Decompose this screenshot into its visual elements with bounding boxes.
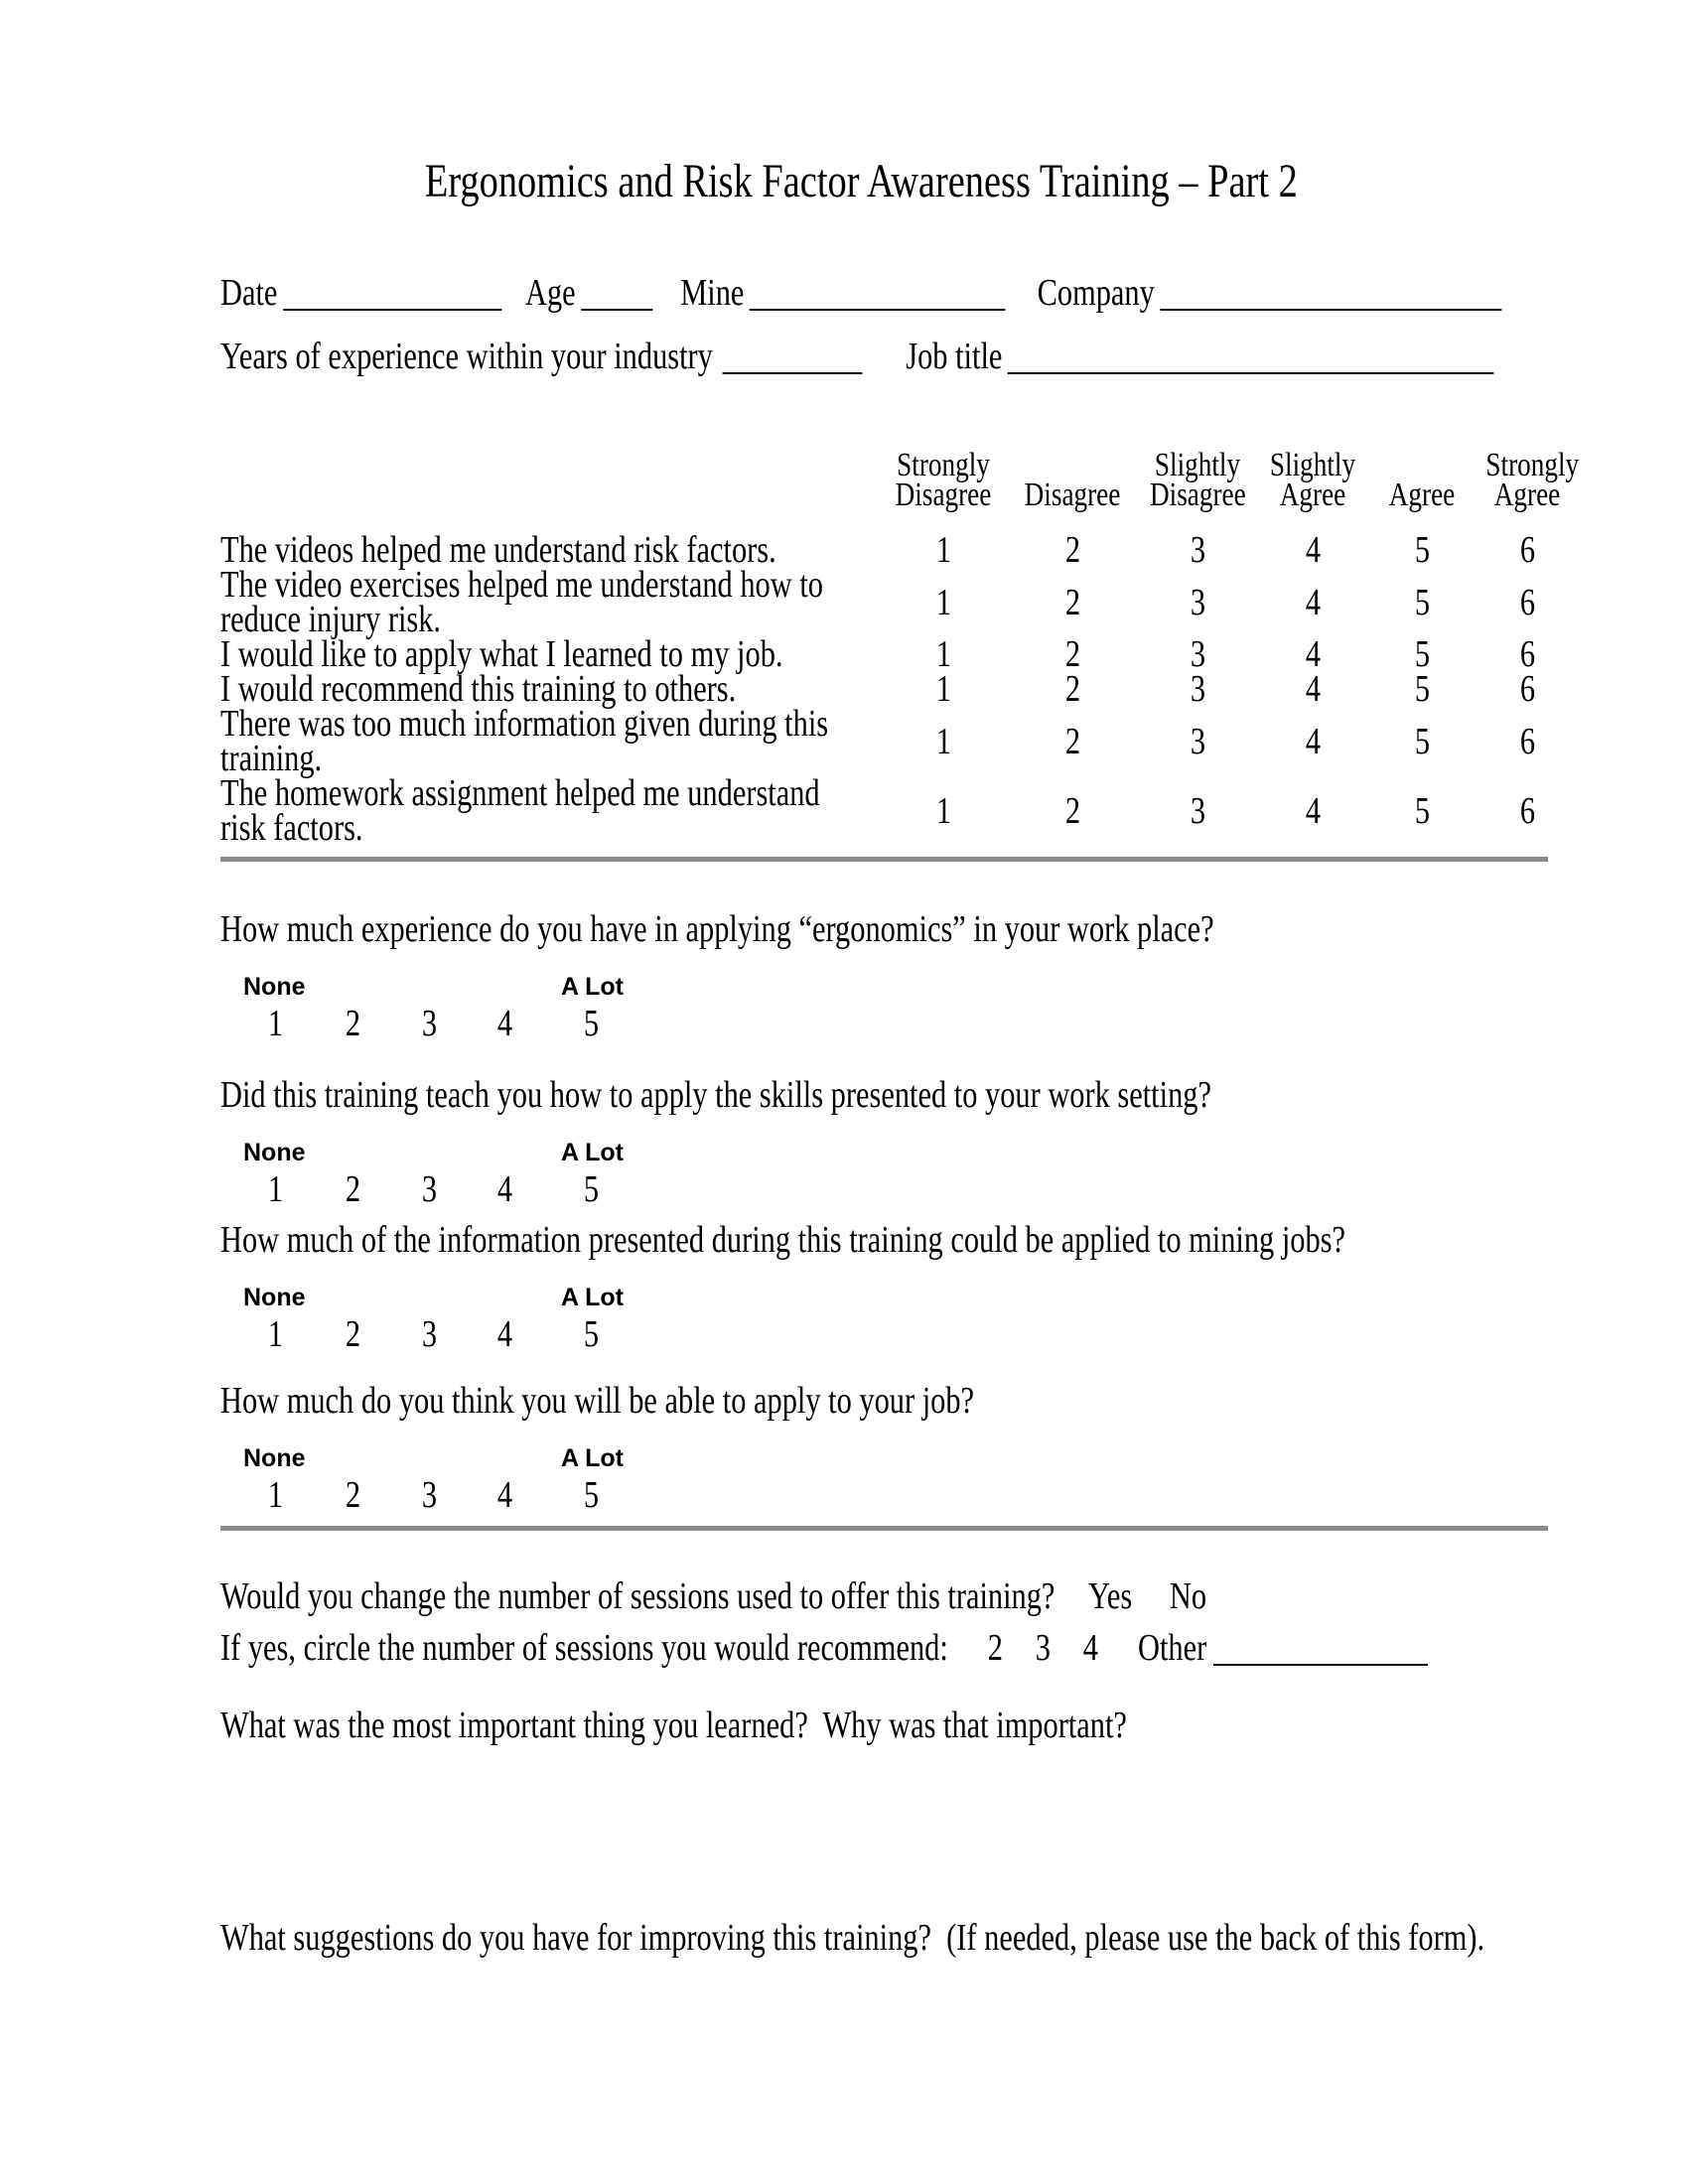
rating-option-3[interactable]: 3 — [1190, 668, 1205, 710]
scale-question-applied-mining — [220, 1220, 1551, 1359]
rating-option-5[interactable]: 5 — [1414, 720, 1430, 762]
rating-option-1[interactable]: 1 — [935, 668, 951, 710]
none-label: None — [243, 1284, 306, 1311]
scale-option-2[interactable]: 2 — [345, 1313, 360, 1355]
rating-option-4[interactable]: 4 — [1305, 633, 1321, 675]
likert-header-disagree: Disagree — [1024, 477, 1121, 513]
a-lot-label: A Lot — [561, 973, 624, 1001]
mine-label: Mine — [680, 272, 745, 314]
a-lot-label: A Lot — [561, 1139, 624, 1166]
rating-option-2[interactable]: 2 — [1064, 789, 1080, 832]
rating-option-1[interactable]: 1 — [935, 720, 951, 762]
statement-video-exercises: The video exercises helped me understand how to reduce injury risk. — [220, 564, 823, 640]
scale-option-5[interactable]: 5 — [583, 1168, 599, 1210]
statement-apply-learned: I would like to apply what I learned to my job. — [220, 633, 783, 675]
table-row — [220, 568, 1579, 637]
likert-header-agree: Agree — [1388, 477, 1456, 513]
rating-option-4[interactable]: 4 — [1305, 668, 1321, 710]
scale-question-experience — [220, 909, 1551, 1048]
scale-question-text: How much of the information presented during this training could be applied to mining jobs? — [220, 1219, 1346, 1261]
none-label: None — [243, 1139, 306, 1166]
rating-option-1[interactable]: 1 — [935, 529, 951, 571]
rating-option-5[interactable]: 5 — [1414, 529, 1430, 571]
date-label: Date — [220, 272, 278, 314]
scale-option-1[interactable]: 1 — [267, 1003, 283, 1044]
rating-option-2[interactable]: 2 — [1064, 633, 1080, 675]
rating-option-2[interactable]: 2 — [1064, 720, 1080, 762]
sessions-recommend-row — [220, 1626, 1428, 1670]
sessions-option-4[interactable]: 4 — [1082, 1627, 1098, 1669]
scale-question-text: How much experience do you have in applying “ergonomics” in your work place? — [220, 908, 1214, 950]
likert-header-strongly-agree: Strongly Agree — [1485, 447, 1580, 513]
open-question-suggestions: What suggestions do you have for improving this training? (If needed, please use the back of this form). — [220, 1917, 1485, 1959]
rating-option-5[interactable]: 5 — [1414, 633, 1430, 675]
scale-option-1[interactable]: 1 — [267, 1313, 283, 1355]
rating-option-4[interactable]: 4 — [1305, 720, 1321, 762]
a-lot-label: A Lot — [561, 1444, 624, 1472]
header-fields-row-2 — [220, 335, 1494, 378]
scale-option-2[interactable]: 2 — [345, 1168, 360, 1210]
scale-option-3[interactable]: 3 — [421, 1003, 437, 1044]
likert-header-slightly-agree: Slightly Agree — [1269, 447, 1356, 513]
scale-question-apply-job — [220, 1381, 1551, 1520]
rating-option-2[interactable]: 2 — [1064, 581, 1080, 623]
open-question-most-important: What was the most important thing you learned? Why was that important? — [220, 1705, 1127, 1746]
table-row — [220, 707, 1579, 776]
scale-option-5[interactable]: 5 — [583, 1474, 599, 1516]
rating-option-1[interactable]: 1 — [935, 581, 951, 623]
other-label: Other — [1138, 1627, 1207, 1669]
rating-option-5[interactable]: 5 — [1414, 789, 1430, 832]
rating-option-6[interactable]: 6 — [1519, 529, 1535, 571]
company-label: Company — [1037, 272, 1155, 314]
job-title-label: Job title — [906, 336, 1003, 377]
rating-option-4[interactable]: 4 — [1305, 581, 1321, 623]
scale-option-4[interactable]: 4 — [496, 1313, 512, 1355]
scale-option-5[interactable]: 5 — [583, 1313, 599, 1355]
company-input-line[interactable] — [1160, 307, 1501, 311]
rating-option-6[interactable]: 6 — [1519, 789, 1535, 832]
scale-option-3[interactable]: 3 — [421, 1313, 437, 1355]
scale-option-1[interactable]: 1 — [267, 1474, 283, 1516]
scale-option-4[interactable]: 4 — [496, 1003, 512, 1044]
scale-option-2[interactable]: 2 — [345, 1003, 360, 1044]
sessions-option-3[interactable]: 3 — [1035, 1627, 1051, 1669]
page-title-text: Ergonomics and Risk Factor Awareness Training – Part 2 — [424, 155, 1298, 207]
none-label: None — [243, 1444, 306, 1472]
years-experience-label: Years of experience within your industry — [220, 336, 713, 377]
header-fields-row-1 — [220, 271, 1501, 315]
rating-option-4[interactable]: 4 — [1305, 529, 1321, 571]
rating-option-4[interactable]: 4 — [1305, 789, 1321, 832]
statement-recommend: I would recommend this training to others. — [220, 668, 737, 710]
age-input-line[interactable] — [581, 307, 652, 311]
sessions-option-2[interactable]: 2 — [987, 1627, 1003, 1669]
mine-input-line[interactable] — [750, 307, 1006, 311]
date-input-line[interactable] — [283, 307, 501, 311]
table-row — [220, 533, 1579, 568]
rating-option-6[interactable]: 6 — [1519, 668, 1535, 710]
likert-header-row — [220, 451, 1579, 533]
a-lot-label: A Lot — [561, 1284, 624, 1311]
sessions-change-row — [220, 1574, 1206, 1618]
statement-videos: The videos helped me understand risk factors. — [220, 529, 776, 571]
scale-question-text: How much do you think you will be able to apply to your job? — [220, 1380, 975, 1422]
scale-option-5[interactable]: 5 — [583, 1003, 599, 1044]
rating-option-5[interactable]: 5 — [1414, 668, 1430, 710]
table-row — [220, 672, 1579, 707]
scale-question-text: Did this training teach you how to apply the skills presented to your work setting? — [220, 1074, 1211, 1116]
scale-option-1[interactable]: 1 — [267, 1168, 283, 1210]
rating-option-3[interactable]: 3 — [1190, 633, 1205, 675]
section-divider — [220, 1526, 1548, 1531]
none-label: None — [243, 973, 306, 1001]
table-row — [220, 637, 1579, 672]
likert-header-spacer — [220, 451, 880, 533]
years-experience-input-line[interactable] — [722, 370, 862, 374]
no-option[interactable]: No — [1169, 1575, 1207, 1617]
rating-option-6[interactable]: 6 — [1519, 720, 1535, 762]
scale-option-3[interactable]: 3 — [421, 1474, 437, 1516]
statement-too-much-info: There was too much information given during this training. — [220, 703, 829, 779]
rating-option-3[interactable]: 3 — [1190, 720, 1205, 762]
rating-option-6[interactable]: 6 — [1519, 633, 1535, 675]
rating-option-1[interactable]: 1 — [935, 789, 951, 832]
likert-header-strongly-disagree: Strongly Disagree — [895, 447, 992, 513]
scale-option-4[interactable]: 4 — [496, 1168, 512, 1210]
yes-option[interactable]: Yes — [1088, 1575, 1133, 1617]
page-title — [220, 156, 1501, 207]
rating-option-3[interactable]: 3 — [1190, 529, 1205, 571]
rating-option-1[interactable]: 1 — [935, 633, 951, 675]
job-title-input-line[interactable] — [1008, 370, 1494, 374]
table-row — [220, 776, 1579, 846]
likert-table — [220, 447, 1580, 849]
rating-option-5[interactable]: 5 — [1414, 581, 1430, 623]
rating-option-3[interactable]: 3 — [1190, 581, 1205, 623]
rating-option-3[interactable]: 3 — [1190, 789, 1205, 832]
other-input-line[interactable] — [1213, 1662, 1428, 1666]
scale-option-3[interactable]: 3 — [421, 1168, 437, 1210]
sessions-recommend-text: If yes, circle the number of sessions you would recommend: — [220, 1627, 948, 1669]
scale-option-4[interactable]: 4 — [496, 1474, 512, 1516]
rating-option-6[interactable]: 6 — [1519, 581, 1535, 623]
rating-option-2[interactable]: 2 — [1064, 529, 1080, 571]
statement-homework: The homework assignment helped me understand risk factors. — [220, 772, 820, 849]
scale-question-teach-skills — [220, 1075, 1551, 1214]
likert-header-slightly-disagree: Slightly Disagree — [1150, 447, 1246, 513]
section-divider — [220, 857, 1548, 862]
age-label: Age — [524, 272, 576, 314]
rating-option-2[interactable]: 2 — [1064, 668, 1080, 710]
scale-option-2[interactable]: 2 — [345, 1474, 360, 1516]
sessions-change-question: Would you change the number of sessions used to offer this training? — [220, 1575, 1055, 1617]
